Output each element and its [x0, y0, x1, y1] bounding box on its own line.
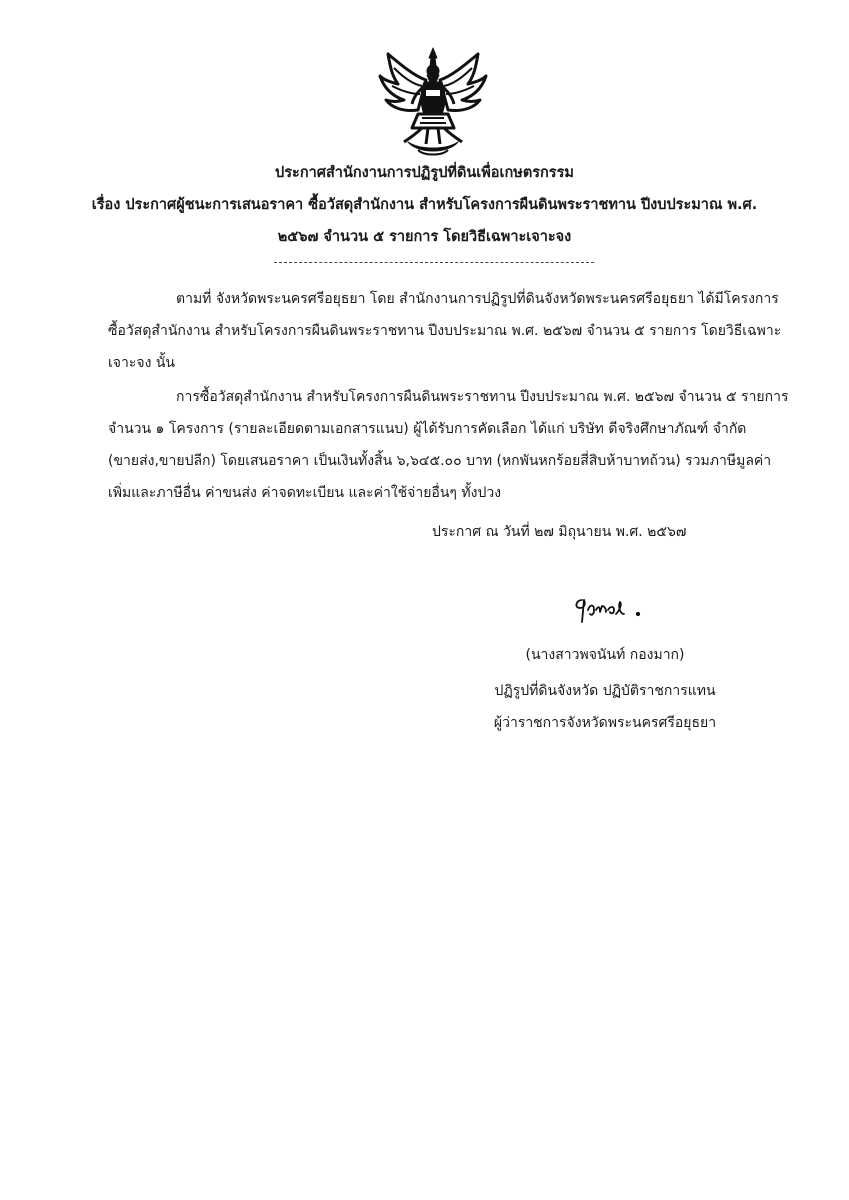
announcement-subject-continued: ๒๕๖๗ จำนวน ๕ รายการ โดยวิธีเฉพาะเจาะจง: [277, 229, 572, 245]
announcement-title: ประกาศสำนักงานการปฏิรูปที่ดินเพื่อเกษตรกรรม: [275, 165, 574, 181]
paragraph-1-line-2: ซื้อวัสดุสำนักงาน สำหรับโครงการผืนดินพระราชทาน ปีงบประมาณ พ.ศ. ๒๕๖๗ จำนวน ๕ รายการ โดยวิธีเฉพาะ: [108, 323, 782, 339]
signatory-position-continued: ผู้ว่าราชการจังหวัดพระนครศรีอยุธยา: [493, 715, 717, 731]
signatory-name: (นางสาวพจนันท์ กองมาก): [525, 647, 685, 663]
announcement-subject: เรื่อง ประกาศผู้ชนะการเสนอราคา ซื้อวัสดุสำนักงาน สำหรับโครงการผืนดินพระราชทาน ปีงบประมาณ พ.ศ.: [91, 197, 758, 213]
paragraph-1-line-3: เจาะจง นั้น: [108, 355, 175, 371]
garuda-emblem-icon: [378, 46, 488, 158]
paragraph-2-line-2: จำนวน ๑ โครงการ (รายละเอียดตามเอกสารแนบ) ผู้ได้รับการคัดเลือก ได้แก่ บริษัท ดีจริงศึกษาภัณฑ์ จำกัด: [108, 421, 747, 437]
paragraph-2-line-4: เพิ่มและภาษีอื่น ค่าขนส่ง ค่าจดทะเบียน และค่าใช้จ่ายอื่นๆ ทั้งปวง: [108, 485, 502, 501]
handwritten-signature-icon: [568, 592, 658, 624]
paragraph-1-line-1: ตามที่ จังหวัดพระนครศรีอยุธยา โดย สำนักงานการปฏิรูปที่ดินจังหวัดพระนครศรีอยุธยา ได้มีโครงการ: [176, 291, 779, 307]
announcement-date: ประกาศ ณ วันที่ ๒๗ มิถุนายน พ.ศ. ๒๕๖๗: [432, 524, 687, 540]
paragraph-2-line-1: การซื้อวัสดุสำนักงาน สำหรับโครงการผืนดินพระราชทาน ปีงบประมาณ พ.ศ. ๒๕๖๗ จำนวน ๕ รายการ: [176, 389, 789, 405]
dashed-separator: [274, 262, 594, 263]
signatory-position: ปฏิรูปที่ดินจังหวัด ปฏิบัติราชการแทน: [494, 683, 716, 699]
paragraph-2-line-3: (ขายส่ง,ขายปลีก) โดยเสนอราคา เป็นเงินทั้งสิ้น ๖,๖๔๕.๐๐ บาท (หกพันหกร้อยสี่สิบห้าบาทถ้วน) รวมภาษีมูลค่า: [108, 453, 772, 469]
